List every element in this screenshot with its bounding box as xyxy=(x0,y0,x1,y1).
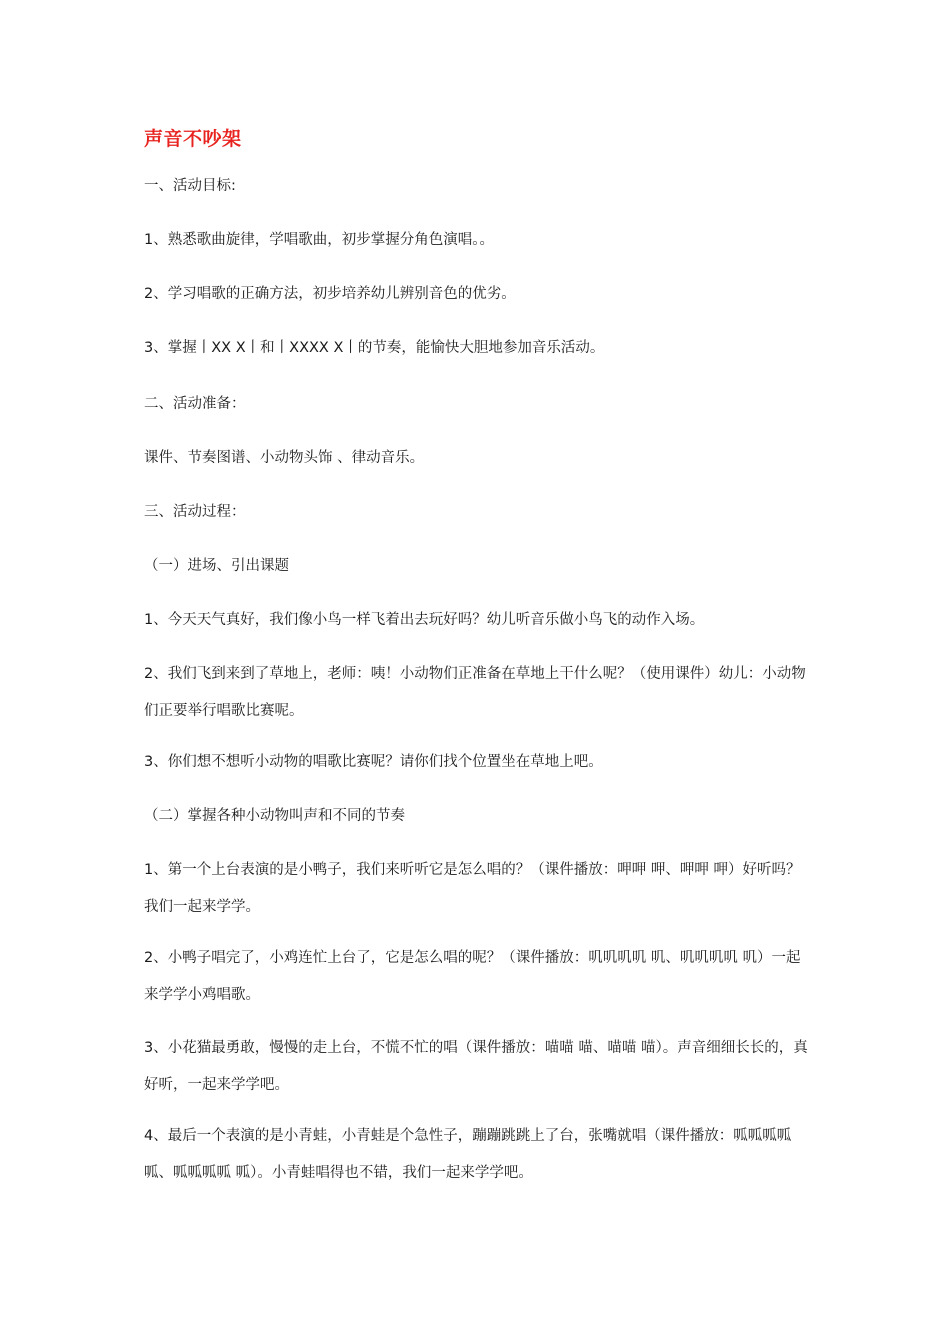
document-title: 声音不吵架 xyxy=(144,128,242,150)
process-item-1-3: 3、你们想不想听小动物的唱歌比赛呢？请你们找个位置坐在草地上吧。 xyxy=(144,754,603,770)
goal-item-1: 1、熟悉歌曲旋律，学唱歌曲，初步掌握分角色演唱。。 xyxy=(144,232,494,248)
process-item-2-2: 2、小鸭子唱完了，小鸡连忙上台了，它是怎么唱的呢？（课件播放：叽叽叽叽 叽、叽叽叽叽 叽）一起来学学小鸡唱歌。 xyxy=(144,950,801,1003)
section-heading-goals: 一、活动目标: xyxy=(144,178,236,194)
process-item-2-3: 3、小花猫最勇敢，慢慢的走上台，不慌不忙的唱（课件播放：喵喵 喵、喵喵 喵）。声音细细长长的，真好听，一起来学学吧。 xyxy=(144,1040,808,1093)
process-item-1-2: 2、我们飞到来到了草地上，老师：咦！小动物们正准备在草地上干什么呢？（使用课件）幼儿：小动物们正要举行唱歌比赛呢。 xyxy=(144,666,806,719)
process-item-2-1: 1、第一个上台表演的是小鸭子，我们来听听它是怎么唱的？（课件播放：呷呷 呷、呷呷 呷）好听吗？我们一起来学学。 xyxy=(144,862,801,915)
preparation-text: 课件、节奏图谱、小动物头饰 、律动音乐。 xyxy=(144,450,425,466)
section-heading-process: 三、活动过程： xyxy=(144,504,246,520)
process-item-1-1: 1、今天天气真好，我们像小鸟一样飞着出去玩好吗？幼儿听音乐做小鸟飞的动作入场。 xyxy=(144,612,705,628)
subsection-heading-2: （二）掌握各种小动物叫声和不同的节奏 xyxy=(144,808,405,824)
goal-item-2: 2、学习唱歌的正确方法，初步培养幼儿辨别音色的优劣。 xyxy=(144,286,516,302)
subsection-heading-1: （一）进场、引出课题 xyxy=(144,558,289,574)
section-heading-preparation: 二、活动准备： xyxy=(144,396,246,412)
process-item-2-4: 4、最后一个表演的是小青蛙，小青蛙是个急性子，蹦蹦跳跳上了台，张嘴就唱（课件播放：呱呱呱呱 呱、呱呱呱呱 呱）。小青蛙唱得也不错，我们一起来学学吧。 xyxy=(144,1128,792,1181)
goal-item-3: 3、掌握丨XX X丨和丨XXXX X丨的节奏，能愉快大胆地参加音乐活动。 xyxy=(144,340,605,356)
